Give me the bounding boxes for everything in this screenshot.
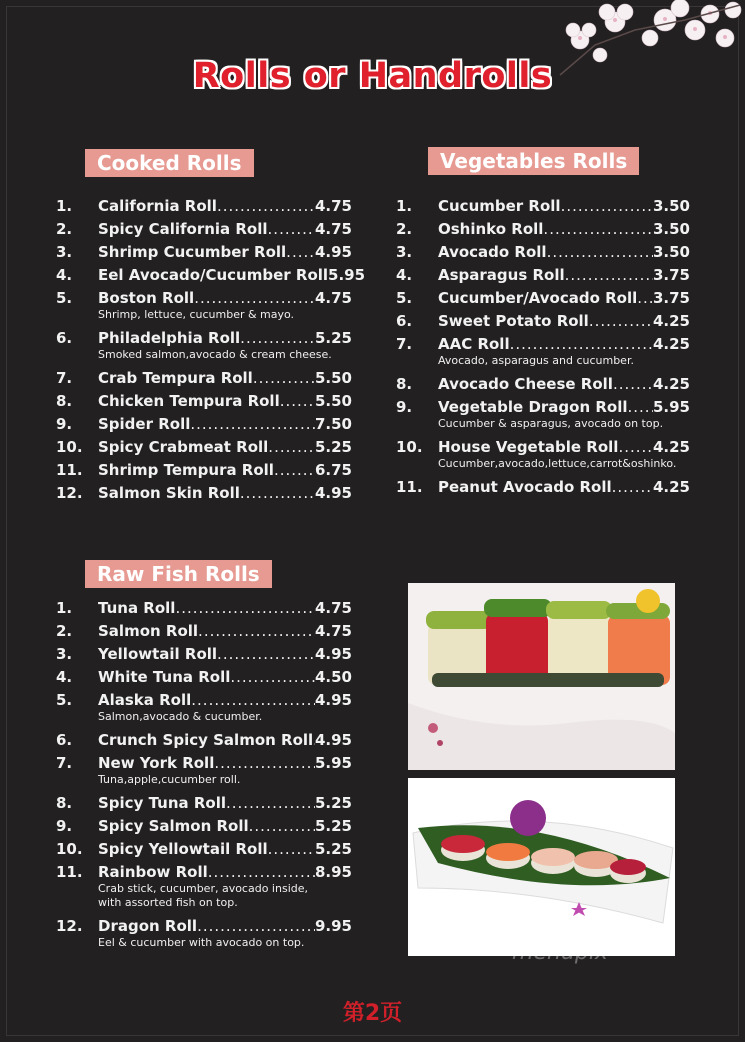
dot-leader bbox=[194, 287, 315, 310]
item-name: Avocado Cheese Roll bbox=[438, 375, 613, 393]
dot-leader bbox=[637, 287, 653, 310]
item-name: Peanut Avocado Roll bbox=[438, 478, 612, 496]
item-description: Cucumber,avocado,lettuce,carrot&oshinko. bbox=[438, 457, 677, 470]
menu-item-row bbox=[56, 264, 366, 287]
menu-item-row bbox=[56, 241, 352, 264]
item-description: Smoked salmon,avocado & cream cheese. bbox=[98, 348, 332, 361]
menu-item bbox=[56, 459, 352, 482]
item-name: Crunch Spicy Salmon Roll bbox=[98, 731, 314, 749]
item-price: 5.95 bbox=[652, 398, 690, 416]
item-name: Crab Tempura Roll bbox=[98, 369, 253, 387]
item-number: 2. bbox=[56, 622, 73, 640]
item-number: 7. bbox=[56, 754, 73, 772]
item-price: 4.25 bbox=[652, 478, 690, 496]
menu-item bbox=[56, 752, 352, 787]
menu-item bbox=[56, 729, 352, 752]
item-price: 3.75 bbox=[652, 266, 690, 284]
item-name: Chicken Tempura Roll bbox=[98, 392, 280, 410]
item-name: Boston Roll bbox=[98, 289, 195, 307]
menu-item bbox=[396, 436, 690, 471]
menu-item bbox=[56, 815, 352, 838]
item-price: 5.50 bbox=[314, 369, 352, 387]
item-number: 8. bbox=[56, 794, 73, 812]
menu-item-row bbox=[56, 597, 352, 620]
item-name: Eel Avocado/Cucumber Roll bbox=[98, 266, 329, 284]
item-name: Tuna Roll bbox=[98, 599, 176, 617]
item-number: 1. bbox=[56, 197, 73, 215]
item-price: 3.50 bbox=[652, 220, 690, 238]
menu-item-row bbox=[56, 792, 352, 815]
menu-item-row bbox=[56, 815, 352, 838]
item-price: 8.95 bbox=[314, 863, 352, 881]
item-name: White Tuna Roll bbox=[98, 668, 231, 686]
menu-item-row bbox=[56, 666, 352, 689]
menu-item-row bbox=[396, 333, 690, 356]
menu-item-row bbox=[396, 396, 690, 419]
menu-item-row bbox=[396, 436, 690, 459]
dot-leader bbox=[561, 195, 653, 218]
dot-leader bbox=[589, 310, 653, 333]
dot-leader bbox=[274, 459, 315, 482]
item-name: Spicy Crabmeat Roll bbox=[98, 438, 269, 456]
menu-item bbox=[56, 620, 352, 643]
nigiri-plate-photo bbox=[408, 778, 675, 956]
item-number: 5. bbox=[56, 289, 73, 307]
item-number: 3. bbox=[56, 645, 73, 663]
dot-leader bbox=[217, 643, 315, 666]
menu-item bbox=[396, 287, 690, 310]
item-price: 4.95 bbox=[314, 243, 352, 261]
item-description: Tuna,apple,cucumber roll. bbox=[98, 773, 241, 786]
item-price: 5.50 bbox=[314, 392, 352, 410]
item-name: AAC Roll bbox=[438, 335, 510, 353]
item-price: 4.75 bbox=[314, 622, 352, 640]
dot-leader bbox=[197, 915, 315, 938]
item-description: Shrimp, lettuce, cucumber & mayo. bbox=[98, 308, 295, 321]
item-number: 6. bbox=[56, 329, 73, 347]
item-number: 8. bbox=[56, 392, 73, 410]
dot-leader bbox=[198, 620, 315, 643]
menu-item-row bbox=[56, 327, 352, 350]
menu-item-row bbox=[56, 287, 352, 310]
dot-leader bbox=[190, 413, 315, 436]
item-name: Spicy Salmon Roll bbox=[98, 817, 249, 835]
item-number: 7. bbox=[396, 335, 413, 353]
menu-item-row bbox=[56, 413, 352, 436]
menu-item-row bbox=[56, 752, 352, 775]
item-price: 4.25 bbox=[652, 375, 690, 393]
item-price: 5.25 bbox=[314, 329, 352, 347]
item-name: Cucumber Roll bbox=[438, 197, 561, 215]
menu-item bbox=[56, 241, 352, 264]
item-number: 9. bbox=[396, 398, 413, 416]
item-price: 4.75 bbox=[314, 289, 352, 307]
item-price: 4.95 bbox=[314, 645, 352, 663]
menu-item-row bbox=[56, 861, 352, 884]
menu-item bbox=[56, 390, 352, 413]
menu-item-row bbox=[56, 915, 352, 938]
menu-item bbox=[56, 597, 352, 620]
item-price: 5.25 bbox=[314, 438, 352, 456]
menu-item bbox=[396, 195, 690, 218]
item-price: 4.95 bbox=[314, 691, 352, 709]
item-number: 3. bbox=[396, 243, 413, 261]
menu-item-row bbox=[56, 436, 352, 459]
item-price: 3.50 bbox=[652, 197, 690, 215]
item-number: 9. bbox=[56, 415, 73, 433]
dot-leader bbox=[286, 241, 315, 264]
dot-leader bbox=[208, 861, 315, 884]
dot-leader bbox=[547, 241, 653, 264]
dot-leader bbox=[226, 792, 315, 815]
item-price: 4.75 bbox=[314, 197, 352, 215]
vegetables-rolls-heading: Vegetables Rolls bbox=[428, 147, 639, 175]
item-number: 4. bbox=[56, 668, 73, 686]
item-price: 3.50 bbox=[652, 243, 690, 261]
dot-leader bbox=[191, 689, 315, 712]
dot-leader bbox=[618, 436, 653, 459]
item-name: Spicy California Roll bbox=[98, 220, 268, 238]
item-number: 2. bbox=[396, 220, 413, 238]
menu-item-row bbox=[56, 482, 352, 505]
item-number: 12. bbox=[56, 917, 83, 935]
dot-leader bbox=[628, 396, 653, 419]
item-name: Avocado Roll bbox=[438, 243, 547, 261]
item-price: 4.25 bbox=[652, 438, 690, 456]
menu-item bbox=[396, 264, 690, 287]
menu-item-row bbox=[56, 195, 352, 218]
item-number: 4. bbox=[56, 266, 73, 284]
dot-leader bbox=[510, 333, 653, 356]
watermark: menupix bbox=[512, 940, 608, 965]
dot-leader bbox=[268, 436, 315, 459]
menu-item-row bbox=[396, 476, 690, 499]
menu-item bbox=[396, 373, 690, 396]
item-price: 9.95 bbox=[314, 917, 352, 935]
item-number: 10. bbox=[56, 840, 83, 858]
item-name: Rainbow Roll bbox=[98, 863, 208, 881]
menu-item-row bbox=[56, 367, 352, 390]
dot-leader bbox=[214, 752, 315, 775]
menu-item bbox=[56, 915, 352, 950]
menu-item-row bbox=[396, 287, 690, 310]
item-price: 5.25 bbox=[314, 840, 352, 858]
item-number: 1. bbox=[396, 197, 413, 215]
dot-leader bbox=[217, 195, 315, 218]
menu-item bbox=[56, 689, 352, 724]
cooked-rolls-list bbox=[56, 195, 366, 505]
item-number: 11. bbox=[396, 478, 423, 496]
menu-item bbox=[396, 241, 690, 264]
item-number: 9. bbox=[56, 817, 73, 835]
item-price: 4.75 bbox=[314, 599, 352, 617]
raw-fish-rolls-list bbox=[56, 597, 352, 955]
cooked-rolls-heading: Cooked Rolls bbox=[85, 149, 254, 177]
item-number: 10. bbox=[396, 438, 423, 456]
item-price: 5.95 bbox=[328, 266, 366, 284]
menu-item bbox=[396, 396, 690, 431]
item-price: 5.25 bbox=[314, 794, 352, 812]
item-number: 3. bbox=[56, 243, 73, 261]
item-price: 4.95 bbox=[314, 484, 352, 502]
menu-item-row bbox=[56, 620, 352, 643]
menu-item bbox=[56, 861, 352, 910]
dot-leader bbox=[613, 373, 653, 396]
item-number: 2. bbox=[56, 220, 73, 238]
dot-leader bbox=[253, 367, 315, 390]
menu-item bbox=[396, 333, 690, 368]
menu-item bbox=[56, 643, 352, 666]
menu-item bbox=[56, 367, 352, 390]
item-number: 5. bbox=[56, 691, 73, 709]
menu-item bbox=[56, 264, 366, 287]
menu-item bbox=[56, 792, 352, 815]
page-title: Rolls or Handrolls bbox=[192, 56, 553, 96]
page-number: 第2页 bbox=[342, 1001, 403, 1026]
dot-leader bbox=[240, 327, 315, 350]
item-price: 5.95 bbox=[314, 754, 352, 772]
menu-item-row bbox=[56, 459, 352, 482]
menu-item-row bbox=[56, 729, 352, 752]
item-description: Cucumber & asparagus, avocado on top. bbox=[438, 417, 664, 430]
menu-item bbox=[396, 476, 690, 499]
item-description: Eel & cucumber with avocado on top. bbox=[98, 936, 305, 949]
item-description: Crab stick, cucumber, avocado inside, with assorted fish on top. bbox=[98, 882, 308, 909]
rainbow-roll-photo bbox=[408, 583, 675, 770]
item-price: 4.25 bbox=[652, 312, 690, 330]
dot-leader bbox=[268, 218, 315, 241]
item-name: Spider Roll bbox=[98, 415, 191, 433]
item-name: Dragon Roll bbox=[98, 917, 198, 935]
item-name: Yellowtail Roll bbox=[98, 645, 218, 663]
dot-leader bbox=[249, 815, 315, 838]
item-number: 7. bbox=[56, 369, 73, 387]
menu-item bbox=[56, 195, 352, 218]
item-name: Spicy Tuna Roll bbox=[98, 794, 226, 812]
menu-item-row bbox=[396, 218, 690, 241]
item-name: Shrimp Tempura Roll bbox=[98, 461, 274, 479]
item-price: 4.25 bbox=[652, 335, 690, 353]
dot-leader bbox=[175, 597, 315, 620]
menu-item bbox=[56, 218, 352, 241]
menu-item bbox=[56, 287, 352, 322]
menu-item-row bbox=[56, 218, 352, 241]
item-price: 4.50 bbox=[314, 668, 352, 686]
item-name: Philadelphia Roll bbox=[98, 329, 241, 347]
menu-item bbox=[56, 327, 352, 362]
vegetables-rolls-list bbox=[396, 195, 690, 499]
item-price: 7.50 bbox=[314, 415, 352, 433]
menu-item-row bbox=[56, 838, 352, 861]
item-number: 6. bbox=[56, 731, 73, 749]
dot-leader bbox=[268, 838, 315, 861]
dot-leader bbox=[543, 218, 653, 241]
menu-item bbox=[56, 436, 352, 459]
raw-fish-rolls-heading: Raw Fish Rolls bbox=[85, 560, 272, 588]
item-number: 1. bbox=[56, 599, 73, 617]
dot-leader bbox=[280, 390, 315, 413]
item-name: Vegetable Dragon Roll bbox=[438, 398, 628, 416]
item-number: 12. bbox=[56, 484, 83, 502]
item-name: House Vegetable Roll bbox=[438, 438, 619, 456]
menu-item bbox=[56, 413, 352, 436]
menu-item-row bbox=[396, 195, 690, 218]
menu-item-row bbox=[396, 241, 690, 264]
dot-leader bbox=[612, 476, 653, 499]
item-name: Spicy Yellowtail Roll bbox=[98, 840, 268, 858]
item-price: 3.75 bbox=[652, 289, 690, 307]
item-number: 10. bbox=[56, 438, 83, 456]
item-name: Salmon Skin Roll bbox=[98, 484, 240, 502]
item-number: 11. bbox=[56, 461, 83, 479]
menu-item-row bbox=[56, 390, 352, 413]
menu-item-row bbox=[56, 689, 352, 712]
item-number: 5. bbox=[396, 289, 413, 307]
item-name: Alaska Roll bbox=[98, 691, 192, 709]
item-number: 8. bbox=[396, 375, 413, 393]
item-name: Sweet Potato Roll bbox=[438, 312, 589, 330]
menu-item bbox=[396, 310, 690, 333]
item-price: 4.95 bbox=[314, 731, 352, 749]
item-name: Salmon Roll bbox=[98, 622, 199, 640]
menu-item bbox=[56, 482, 352, 505]
item-number: 11. bbox=[56, 863, 83, 881]
item-number: 6. bbox=[396, 312, 413, 330]
item-name: Cucumber/Avocado Roll bbox=[438, 289, 638, 307]
item-price: 6.75 bbox=[314, 461, 352, 479]
dot-leader bbox=[240, 482, 315, 505]
menu-item bbox=[396, 218, 690, 241]
item-name: Shrimp Cucumber Roll bbox=[98, 243, 287, 261]
item-name: California Roll bbox=[98, 197, 217, 215]
menu-item-row bbox=[396, 373, 690, 396]
item-description: Avocado, asparagus and cucumber. bbox=[438, 354, 634, 367]
menu-item bbox=[56, 666, 352, 689]
menu-item-row bbox=[396, 264, 690, 287]
item-price: 5.25 bbox=[314, 817, 352, 835]
dot-leader bbox=[565, 264, 653, 287]
item-number: 4. bbox=[396, 266, 413, 284]
menu-item-row bbox=[396, 310, 690, 333]
menu-item-row bbox=[56, 643, 352, 666]
item-description: Salmon,avocado & cucumber. bbox=[98, 710, 263, 723]
item-price: 4.75 bbox=[314, 220, 352, 238]
dot-leader bbox=[230, 666, 315, 689]
menu-item bbox=[56, 838, 352, 861]
item-name: New York Roll bbox=[98, 754, 215, 772]
item-name: Asparagus Roll bbox=[438, 266, 565, 284]
item-name: Oshinko Roll bbox=[438, 220, 544, 238]
